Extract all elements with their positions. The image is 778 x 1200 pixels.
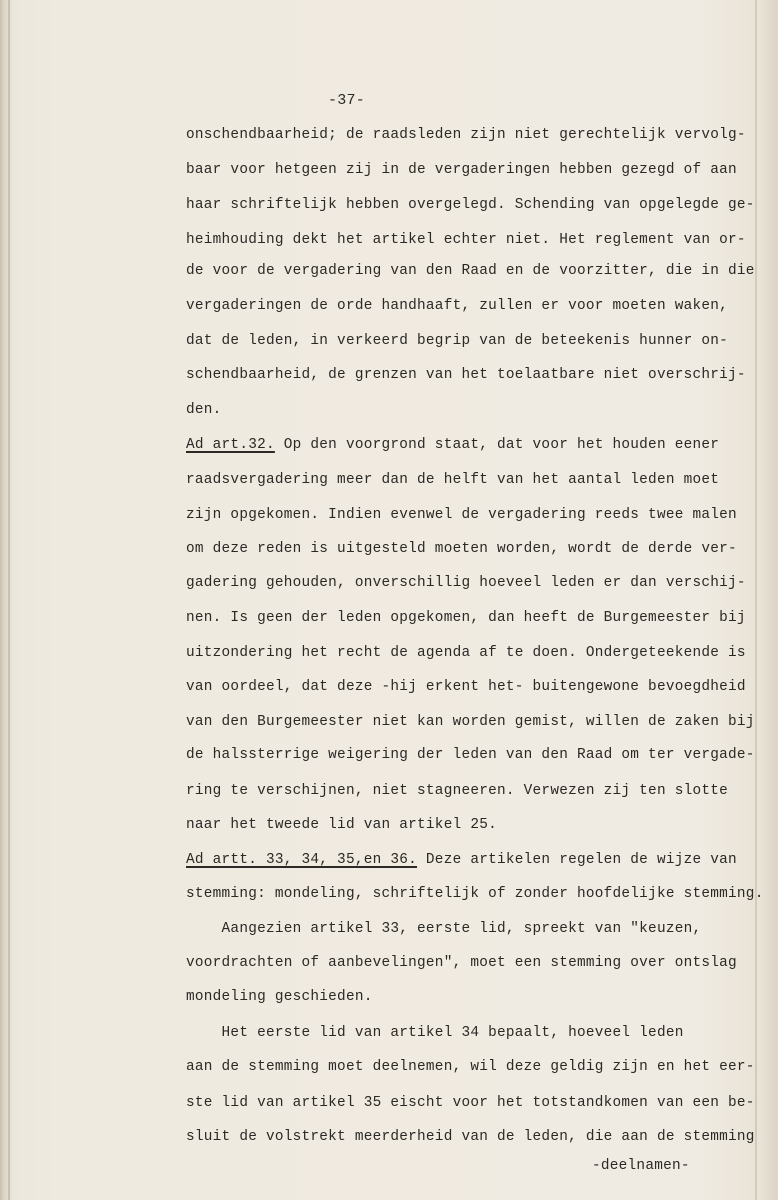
text-line: ste lid van artikel 35 eischt voor het totstandkomen van een be- xyxy=(186,1095,755,1111)
section-33-36-first-line-text: Deze artikelen regelen de wijze van xyxy=(417,852,737,868)
section-33-36-first-line xyxy=(186,851,737,869)
text-line: van den Burgemeester niet kan worden gemist, willen de zaken bij xyxy=(186,714,755,730)
section-33-36-heading: Ad artt. 33, 34, 35,en 36. xyxy=(186,852,418,868)
section-32-first-line-text: Op den voorgrond staat, dat voor het houden eener xyxy=(274,437,720,453)
text-line: om deze reden is uitgesteld moeten worden, wordt de derde ver- xyxy=(186,541,737,557)
text-line: mondeling geschieden. xyxy=(186,989,373,1005)
text-line: zijn opgekomen. Indien evenwel de vergadering reeds twee malen xyxy=(186,507,737,523)
text-line: vergaderingen de orde handhaaft, zullen er voor moeten waken, xyxy=(186,298,729,314)
text-line: onschendbaarheid; de raadsleden zijn niet gerechtelijk vervolg- xyxy=(186,127,746,143)
catchword: -deelnamen- xyxy=(592,1158,690,1174)
text-line: Aangezien artikel 33, eerste lid, spreekt van "keuzen, xyxy=(186,921,702,937)
text-line: dat de leden, in verkeerd begrip van de beteekenis hunner on- xyxy=(186,333,729,349)
binding-edge-left xyxy=(8,0,10,1200)
page-number: -37- xyxy=(328,92,366,109)
text-line: Het eerste lid van artikel 34 bepaalt, hoeveel leden xyxy=(186,1025,684,1041)
text-line: schendbaarheid, de grenzen van het toelaatbare niet overschrij- xyxy=(186,367,746,383)
text-line: sluit de volstrekt meerderheid van de leden, die aan de stemming xyxy=(186,1129,755,1145)
text-line: haar schriftelijk hebben overgelegd. Schending van opgelegde ge- xyxy=(186,197,755,213)
text-line: nen. Is geen der leden opgekomen, dan heeft de Burgemeester bij xyxy=(186,610,746,626)
text-line: naar het tweede lid van artikel 25. xyxy=(186,817,498,833)
text-line: uitzondering het recht de agenda af te doen. Ondergeteekende is xyxy=(186,645,746,661)
text-line: aan de stemming moet deelnemen, wil deze geldig zijn en het eer- xyxy=(186,1059,755,1075)
section-32-first-line xyxy=(186,436,719,454)
section-32-heading: Ad art.32. xyxy=(186,437,275,453)
binding-edge-right xyxy=(755,0,757,1200)
text-line: gadering gehouden, onverschillig hoeveel leden er dan verschij- xyxy=(186,575,746,591)
text-line: heimhouding dekt het artikel echter niet. Het reglement van or- xyxy=(186,232,746,248)
text-line: den. xyxy=(186,402,222,418)
text-line: voordrachten of aanbevelingen", moet een stemming over ontslag xyxy=(186,955,737,971)
text-line: raadsvergadering meer dan de helft van het aantal leden moet xyxy=(186,472,720,488)
text-line: stemming: mondeling, schriftelijk of zonder hoofdelijke stemming. xyxy=(186,886,764,902)
text-line: van oordeel, dat deze -hij erkent het- buitengewone bevoegdheid xyxy=(186,679,746,695)
text-line: baar voor hetgeen zij in de vergaderingen hebben gezegd of aan xyxy=(186,162,737,178)
text-line: de halssterrige weigering der leden van den Raad om ter vergade- xyxy=(186,747,755,763)
text-line: ring te verschijnen, niet stagneeren. Verwezen zij ten slotte xyxy=(186,783,729,799)
text-line: de voor de vergadering van den Raad en de voorzitter, die in die xyxy=(186,263,755,279)
